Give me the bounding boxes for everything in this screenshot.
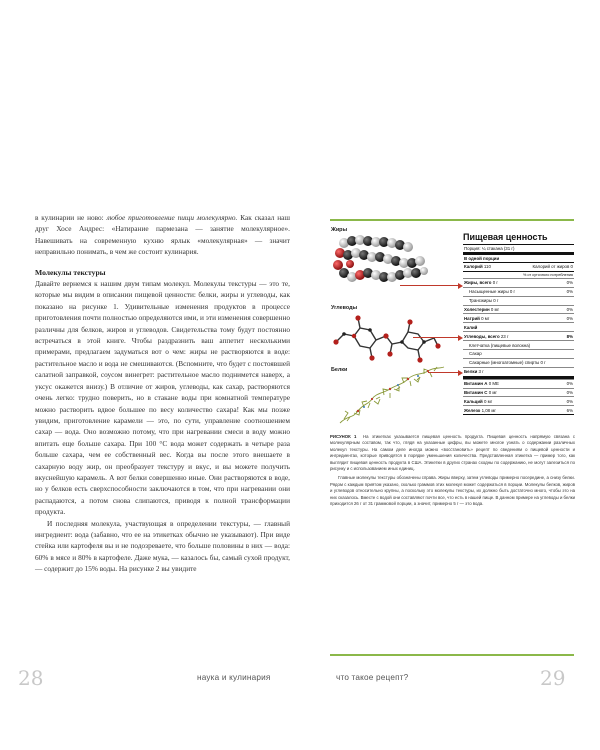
arrow-proteins <box>428 372 459 373</box>
protein-molecule-image <box>338 365 446 427</box>
serving-size: Порция: ¼ стакана (31 г) <box>464 246 515 251</box>
caption-paragraph-1 <box>330 434 575 472</box>
paragraph-3: И последняя молекула, участвующая в определении текстуры, — главный ингредиент: вода (забавно, что ее на этикетках обычно не указывают). При виде стейка или картофеля вы и не подозреваете, что больше половины в них — вода: 60% в мясе и 80% в картофеле. Даже мука, — казалось бы, самый сухой продукт, — содержит до 15% воды. На рисунке 2 вы увидите <box>35 518 290 574</box>
intro-italic: любое приготовление пищи молекулярно. <box>106 213 238 222</box>
bottom-rule <box>330 654 574 656</box>
running-head-left: наука и кулинария <box>197 673 271 682</box>
nutrition-row: Натрий 0 мг 0% <box>463 313 574 322</box>
caption-label: РИСУНОК 1 <box>330 434 357 439</box>
caption-paragraph-2: Главные молекулы текстуры обозначены справа. Жиры вверху, затем углеводы примерно посередине, а снизу белки. Рядом с каждым приятом указано, сколько граммов этих молекул может содержаться в порции. Молекулы белков, жиров и углеводов относительно крупны, а поскольку это молекулы текстуры, их должно быть достаточно много, чтобы это на них сказалось. Вместе с водой они составляют почти все, что есть в нашей пище. В данном примере на углеводы и белки приходится 26 г от 31 граммовой порции, а значит, примерно 5 г — это вода. <box>330 475 575 507</box>
carbohydrate-molecule-image <box>330 312 442 364</box>
nutrition-row: Трансжиры 0 г <box>463 296 574 305</box>
nutrition-facts-panel <box>463 232 574 415</box>
nutrition-row: Белки 3 г <box>463 367 574 376</box>
arrow-carbs <box>413 337 459 338</box>
nutrition-row: Сахар <box>463 349 574 358</box>
dv-header: % от суточного потребления <box>522 272 573 277</box>
intro-plain: в кулинарии не ново: <box>35 213 107 222</box>
intro-paragraph <box>35 212 290 258</box>
nutrition-row: Калий <box>463 322 574 331</box>
vitamin-row: Железо 1,08 мг 6% <box>463 405 574 414</box>
caption-text-1: На этикетках указывается пищевая ценность продукта. Пищевая ценность напрямую связана с молекулярным составом, так что, глядя на указанные цифры, вы можете многое узнать о содержании различных молекул текстуры. На самом деле иногда можно «восстановить» рецепт по сведениям о пищевой ценности и ингредиентах, которые приводятся в порядке уменьшения количества. Представленная этикетка — пример того, как выглядит пищевая ценность продукта в США. Этикетки в других странах сходны по содержанию, не могут залезиться по рисунку и с использованием иных единиц. <box>330 434 576 472</box>
nutrition-row: Углеводы, всего 23 г 8% <box>463 331 574 340</box>
running-head-right: что такое рецепт? <box>336 673 409 682</box>
right-page <box>300 0 600 750</box>
intro-rest: Как сказал наш друг Хосе Андрес: «Натирание пармезана — занятие молекулярное». Навешивать на современную кухню ярлык «молекулярная» — значит неправильно понимать, в чем же состоит кулинария. <box>35 213 291 257</box>
arrow-fats <box>400 285 459 286</box>
vitamin-row: Кальций 0 мг 0% <box>463 396 574 405</box>
vitamin-row: Витамин А 0 МЕ 0% <box>463 379 574 388</box>
vitamin-row: Витамин С 0 мг 0% <box>463 388 574 397</box>
nutrition-row: Насыщенные жиры 0 г 0% <box>463 287 574 296</box>
paragraph-2: Давайте вернемся к нашим двум типам молекул. Молекулы текстуры — это те, которые мы видим в описании пищевой ценности: белки, жиры и углеводы, как показано на рисунке 1. Удивительные изменения продуктов в процессе приготовления почти полностью определяются ими, и эти изменения совершенно различны для белков, жиров и углеводов. Свидетельства тому будут постоянно встречаться в этой книге. Чтобы раздразнить ваш аппетит несколькими примерами, предлагаем задуматься вот о чем: жиры не растворяются в воде: растительное масло и вода не смешиваются. (Вспомните, что будет с постоявшей салатной заправкой, соусом винегрет: растительное масло поднимется наверх, а уксус окажется внизу.) В отличие от жиров, углеводы, как сахар, растворяются очень легко: трудно поверить, но в стакане воды при комнатной температуре можно растворить вдвое большее по весу количество сахара! Как мы позже увидим, приготовление карамели — это, по сути, управление соотношением сахар — вода. Оно возможно потому, что при нагревании смеси в воду можно впитать еще больше сахара. При 100 °C вода может содержать в четыре раза больше сахара, чем ее собственный вес. Когда вы после этого внешаете в сахарную воду жир, он преобразует текстуру и вкус, и вы можете получить вкуснейшую карамель. А вот белки совершенно иные. Они растворяются в воде, но у белков есть сверхспособности заключаются в том, что при нагревании они распадаются, а потом снова слипаются, приводя к полной трансформации продукта. <box>35 279 290 517</box>
nutrition-title: Пищевая ценность <box>463 232 548 242</box>
top-rule <box>330 219 574 221</box>
label-fats: Жиры <box>331 227 348 233</box>
folio-right: 29 <box>540 666 566 690</box>
label-carbs: Углеводы <box>331 305 358 311</box>
section-heading: Молекулы текстуры <box>35 267 106 277</box>
per-portion: В одной порции <box>464 256 500 261</box>
nutrition-row: Сахарные (многоатомные) спирты 0 г <box>463 358 574 367</box>
calories-row: Калорий 110 Калорий от жиров 0 <box>463 262 574 271</box>
nutrition-rows <box>463 278 574 376</box>
nutrition-row: Клетчатка (пищевые волокна) <box>463 340 574 349</box>
left-body-text <box>35 212 290 575</box>
figure-caption <box>330 434 575 510</box>
vitamin-rows <box>463 379 574 415</box>
folio-left: 28 <box>18 666 44 690</box>
nutrition-row: Холестерин 0 мг 0% <box>463 305 574 314</box>
nutrition-row: Жиры, всего 0 г 0% <box>463 278 574 287</box>
label-proteins: Белки <box>331 367 348 373</box>
fat-molecule-image <box>330 233 430 288</box>
